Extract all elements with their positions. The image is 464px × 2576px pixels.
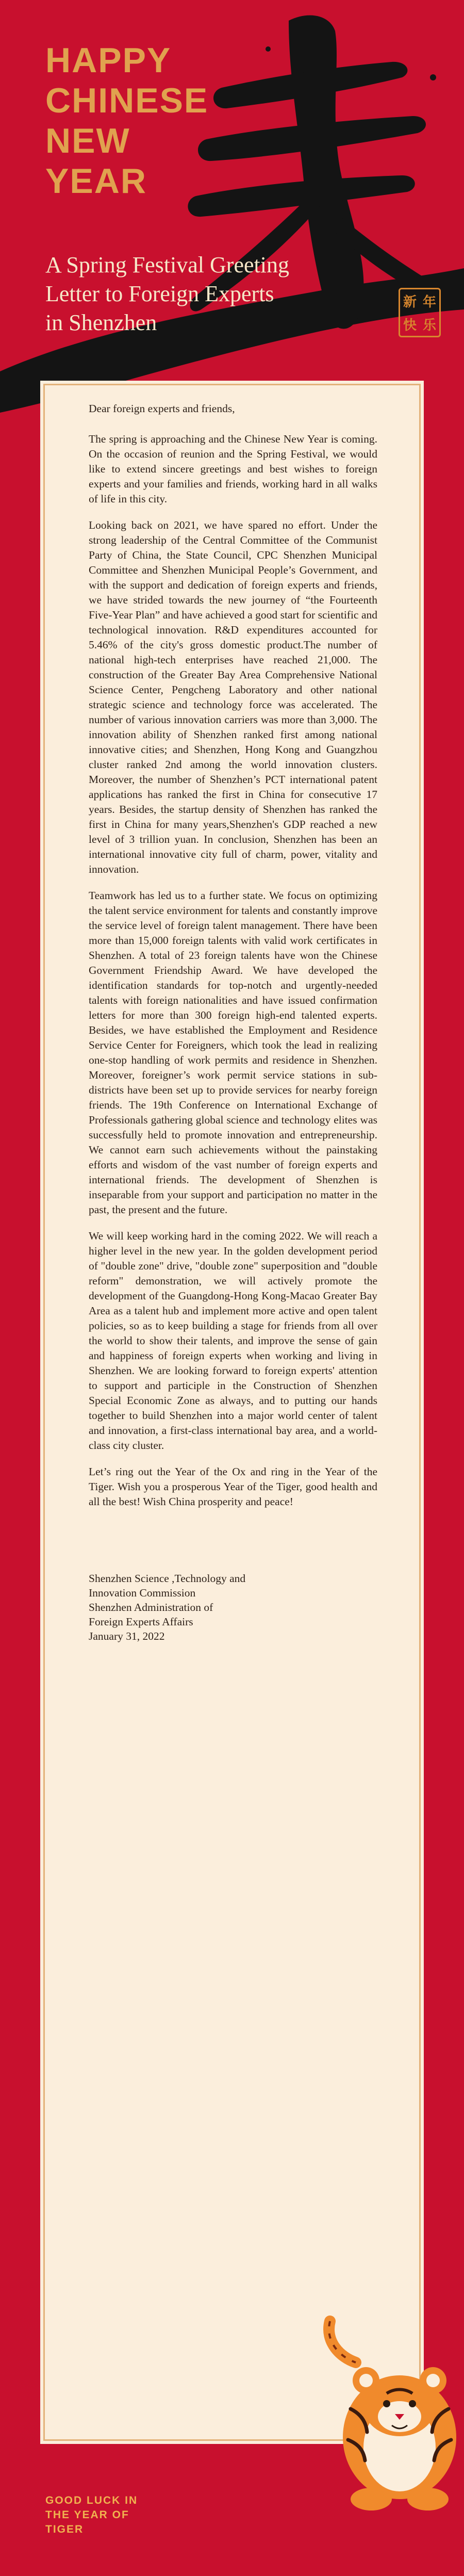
title-line: NEW: [45, 121, 130, 160]
signature-line: Foreign Experts Affairs: [89, 1616, 193, 1628]
slogan-line: GOOD LUCK IN: [45, 2495, 138, 2506]
tiger-illustration: [309, 2311, 464, 2517]
page-title: [45, 40, 208, 201]
subtitle-line: in Shenzhen: [45, 310, 157, 335]
subtitle-line: A Spring Festival Greeting: [45, 252, 289, 278]
letter-paragraph: Let’s ring out the Year of the Ox and ring in the Year of the Tiger. Wish you a prosperous Year of the Tiger, good health and all the best! Wish China prosperity and peace!: [89, 1465, 377, 1508]
signature-line: Innovation Commission: [89, 1587, 196, 1599]
page-subtitle: [45, 251, 375, 337]
letter-body: [89, 401, 377, 1643]
footer-slogan: [45, 2493, 138, 2537]
letter-paragraph: The spring is approaching and the Chinese New Year is coming. On the occasion of reunion and the Spring Festival, we would like to extend sincere greetings and best wishes to foreign experts and your families and friends, working hard in all walks of life in this city.: [89, 433, 377, 505]
letter-greeting: Dear foreign experts and friends,: [89, 402, 235, 415]
letter-paragraph: We will keep working hard in the coming 2022. We will reach a higher level in the new year. In the golden development period of "double zone" drive, "double zone" superposition and "double reform" demonstration, we will actively promote the development of the Guangdong-Hong Kong-Macao Greater Bay Area as a talent hub and implement more active and open talent policies, so as to keep building a stage for friends from all over the world to show their talents, and improve the sense of gain and happiness of foreign experts when working and living in Shenzhen. We are looking forward to foreign experts' attention to support and participle in the Construction of Shenzhen Special Economic Zone as always, and to putting our hands together to build Shenzhen into a major world center of talent and innovation, a first-class international bay area, and a world-class city cluster.: [89, 1230, 377, 1452]
signature-line: Shenzhen Administration of: [89, 1601, 213, 1613]
title-line: YEAR: [45, 161, 147, 201]
letter-paragraph: Teamwork has led us to a further state. We focus on optimizing the talent service environment for talents and constantly improve the service level of foreign talent management. There have been more than 15,000 foreign talents with valid work certificates in Shenzhen. A total of 23 foreign talents have won the Chinese Government Friendship Award. We have developed the identification standards for top-notch and urgently-needed talents with foreign nationalities and have issued confirmation letters for more than 300 foreign high-end talented experts. Besides, we have established the Employment and Residence Service Center for Foreigners, which took the lead in realizing one-stop handling of work permits and residence in Shenzhen. Moreover, foreigner’s work permit service stations in sub-districts have been set up to provide services for nearby foreign friends. The 19th Conference on International Exchange of Professionals gathering global science and technology elites was successfully held to promote innovation and entrepreneurship. We cannot earn such achievements without the painstaking efforts and wisdom of the vast number of foreign experts and international friends. The development of Shenzhen is inseparable from your support and participation no matter in the past, the present and the future.: [89, 889, 377, 1216]
seal-char: 年: [422, 295, 436, 310]
title-line: HAPPY: [45, 41, 172, 80]
seal-char: 快: [403, 318, 417, 333]
letter-signature: [89, 1571, 377, 1643]
seal-char: 新: [403, 295, 417, 310]
signature-date: January 31, 2022: [89, 1630, 165, 1642]
subtitle-line: Letter to Foreign Experts: [45, 281, 274, 306]
slogan-line: TIGER: [45, 2523, 84, 2535]
new-year-seal-stamp: [399, 288, 441, 337]
title-line: CHINESE: [45, 81, 209, 120]
slogan-line: THE YEAR OF: [45, 2509, 129, 2521]
letter-paragraph: Looking back on 2021, we have spared no effort. Under the strong leadership of the Central Committee of the Communist Party of China, the State Council, CPC Shenzhen Municipal Committee and Shenzhen Municipal People’s Government, and with the support and dedication of foreign experts and friends, we have strided towards the new journey of “the Fourteenth Five-Year Plan” and have achieved a good start for scientific and technological innovation. R&D expenditures accounted for 5.46% of the city's gross domestic product.The number of national high-tech enterprises have reached 21,000. The construction of the Greater Bay Area Comprehensive National Science Center, Pengcheng Laboratory and other national strategic science and technology force was accelerated. The number of various innovation carriers was more than 3,000. The innovation ability of Shenzhen ranked first among national innovative cities; and Shenzhen, Hong Kong and Guangzhou cluster ranked 2nd among the world innovation clusters. Moreover, the number of Shenzhen’s PCT international patent applications has ranked the first in China for consecutive 17 years. Besides, the startup density of Shenzhen has ranked the first in China for many years,Shenzhen's GDP reached a new level of 3 trillion yuan. In conclusion, Shenzhen has been an international innovative city full of charm, power, vitality and innovation.: [89, 519, 377, 875]
letter-panel: [40, 381, 424, 2444]
signature-line: Shenzhen Science ,Technology and: [89, 1572, 246, 1585]
seal-char: 乐: [422, 318, 436, 333]
